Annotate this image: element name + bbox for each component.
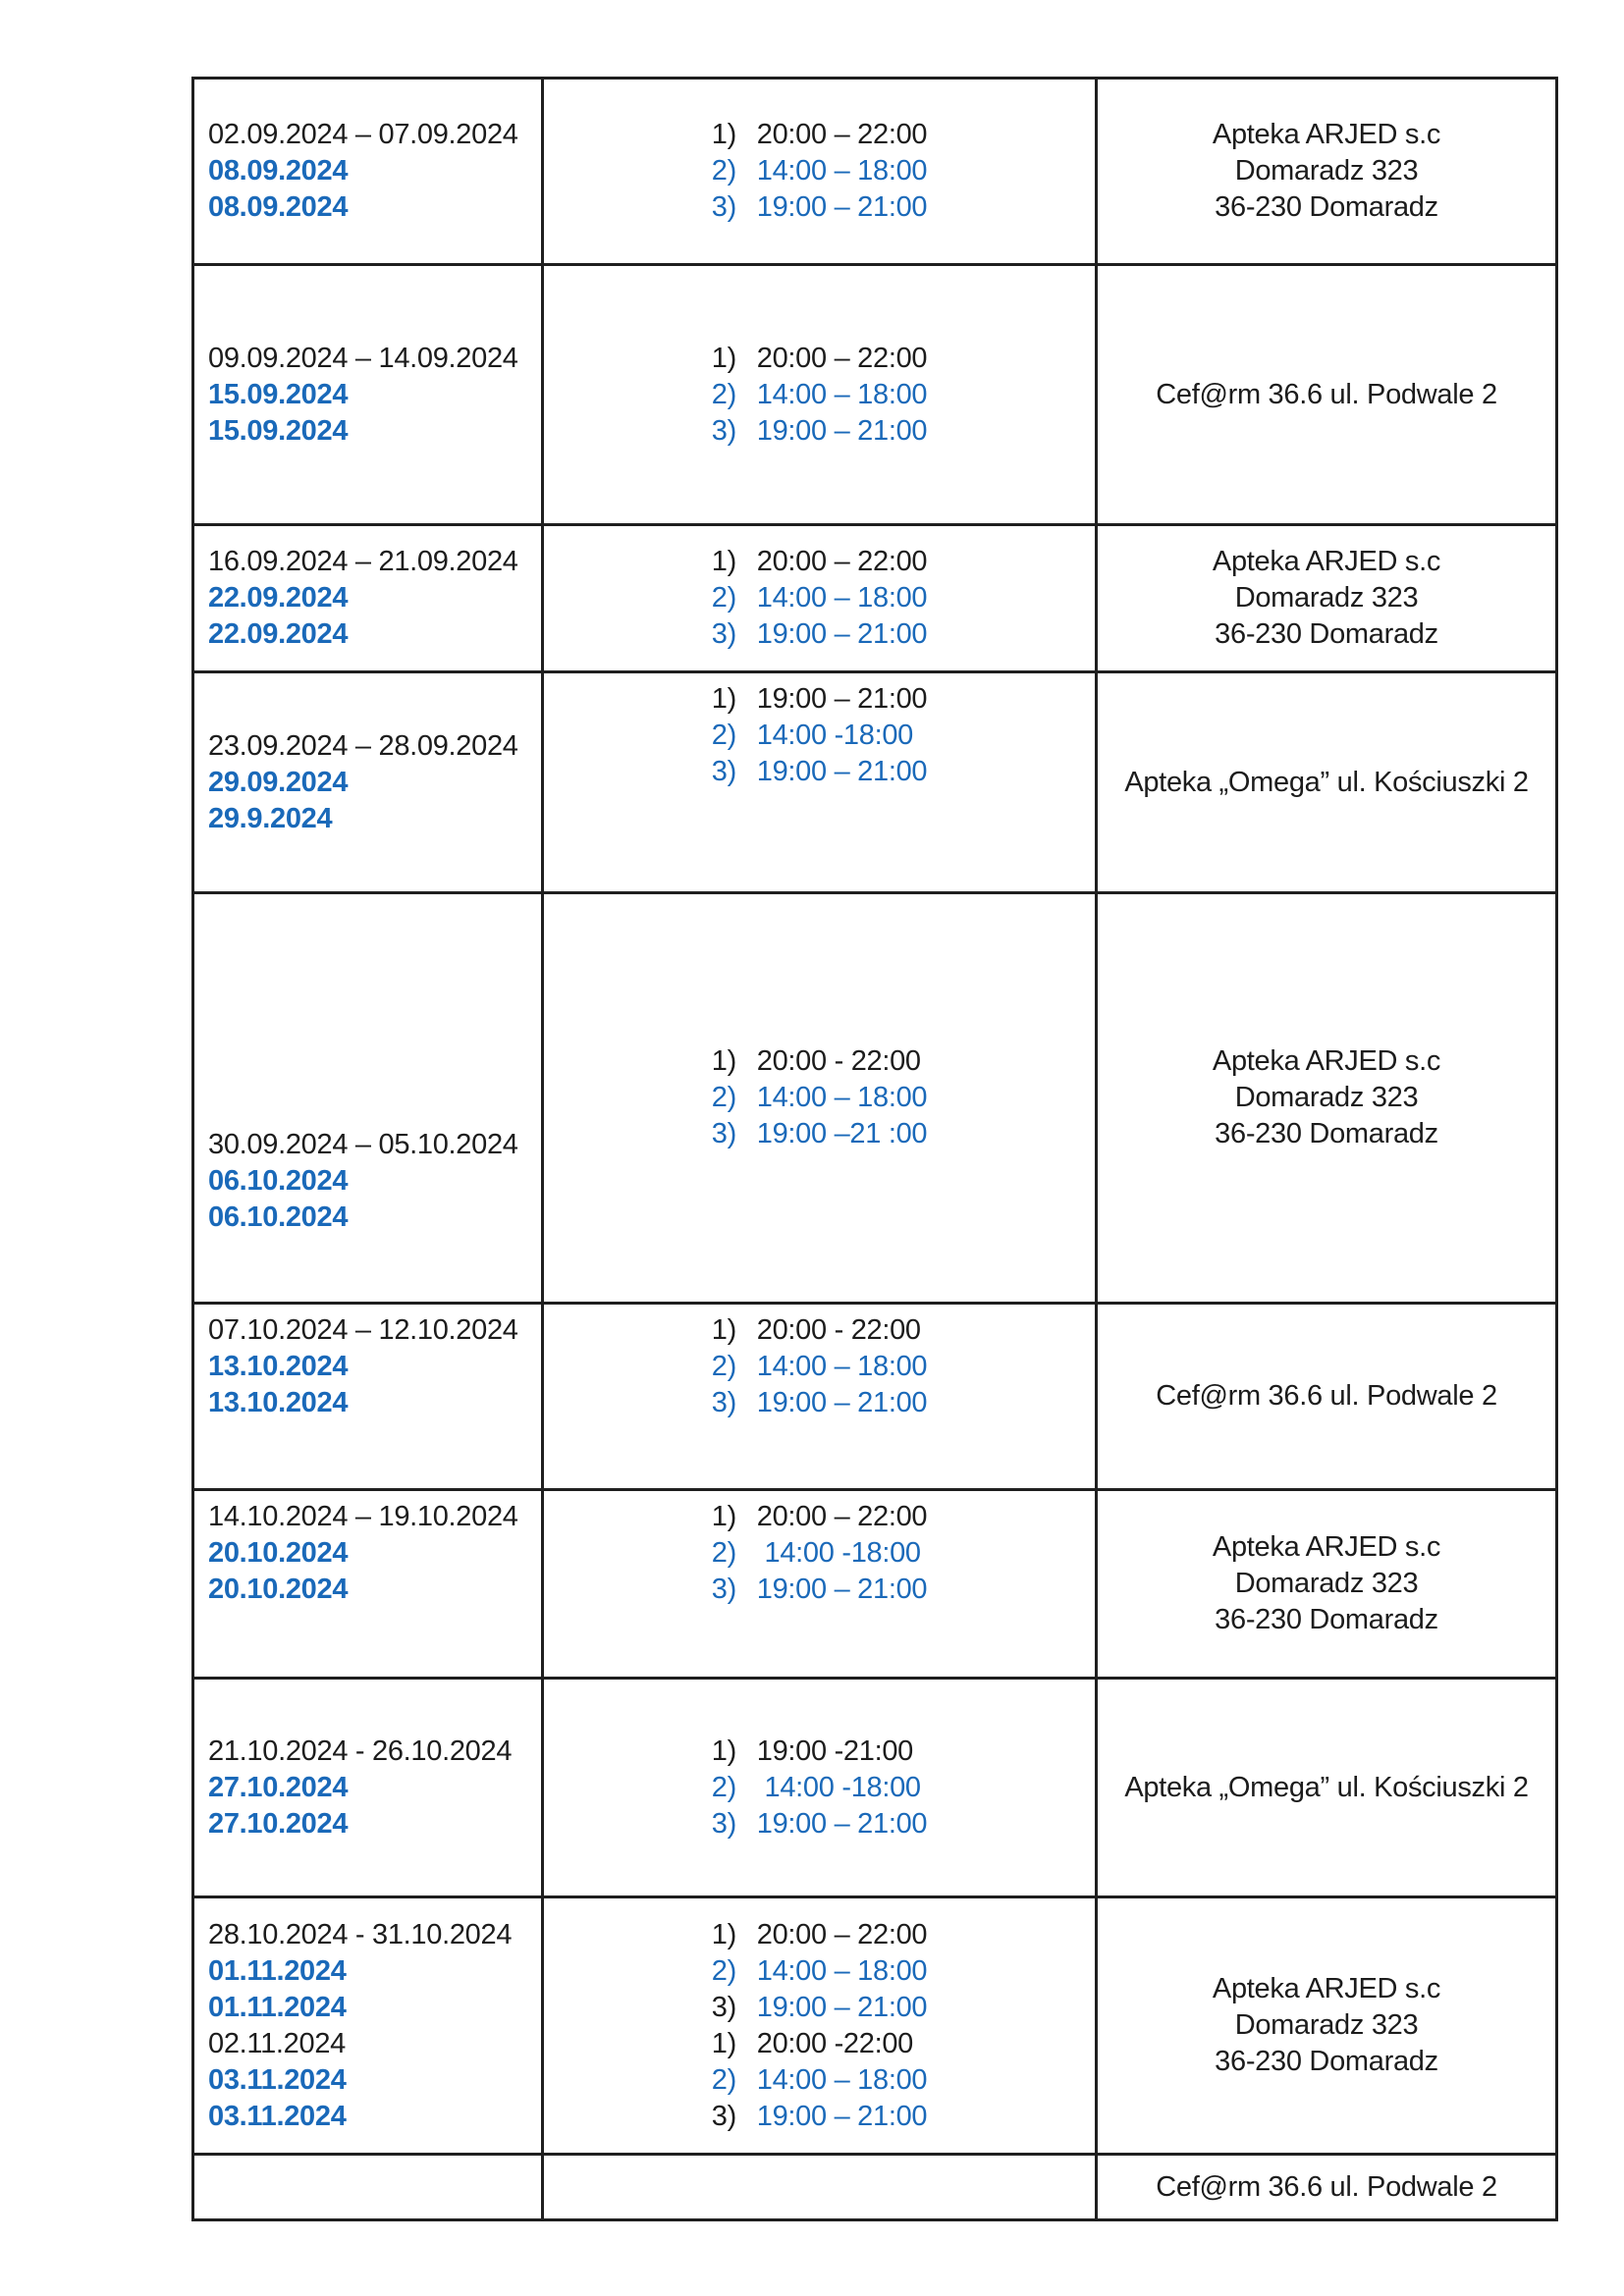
date-line: 01.11.2024 [208,1991,347,2023]
date-range-cell [194,1488,541,1677]
date-line: 27.10.2024 [208,1807,349,1840]
hours-number: 3) [711,1991,736,2023]
hours-line [712,1806,928,1842]
pharmacy-line: 36-230 Domaradz [1215,1604,1438,1635]
hours-cell [541,670,1095,891]
pharmacy-line: Apteka ARJED s.c [1212,546,1441,577]
hours-time: 20:00 -22:00 [756,2027,914,2059]
pharmacy-line: Apteka „Omega” ul. Kościuszki 2 [1124,1771,1529,1803]
pharmacy-cell [1095,891,1555,1302]
hours-line [712,1990,928,2026]
date-line: 20.10.2024 [208,1574,349,1605]
pharmacy-line: 36-230 Domaradz [1215,1118,1438,1149]
date-line: 09.09.2024 – 14.09.2024 [208,342,518,374]
date-line: 29.9.2024 [208,802,333,834]
hours-time: 19:00 – 21:00 [756,414,928,447]
date-line: 15.09.2024 [208,378,349,410]
date-range-cell [194,2153,541,2218]
hours-line [712,1917,928,1953]
hours-cell [541,523,1095,670]
duty-table [191,77,1558,2221]
hours-line [712,189,928,226]
hours-time: 19:00 – 21:00 [756,683,928,715]
pharmacy-cell [1095,670,1555,891]
date-line: 08.09.2024 [208,191,349,223]
hours-cell [541,80,1095,263]
hours-number: 2) [711,378,736,410]
hours-time: 14:00 – 18:00 [756,582,928,614]
hours-number: 1) [711,1735,736,1767]
hours-cell [541,2153,1095,2218]
hours-line [712,616,928,653]
hours-time: 19:00 – 21:00 [756,1807,928,1840]
hours-number: 1) [711,1918,736,1950]
pharmacy-cell [1095,1302,1555,1488]
hours-number: 2) [711,2063,736,2096]
hours-time: 19:00 – 21:00 [756,1387,928,1418]
date-range-cell [194,80,541,263]
hours-number: 2) [711,1771,736,1803]
hours-number: 2) [711,155,736,187]
hours-cell [541,1302,1095,1488]
hours-line [712,1572,928,1608]
date-line: 03.11.2024 [208,2100,347,2132]
hours-time: 14:00 – 18:00 [756,1954,928,1987]
hours-number: 1) [711,1314,736,1346]
pharmacy-line: Domaradz 323 [1234,582,1419,614]
date-line: 13.10.2024 [208,1387,349,1418]
hours-number: 2) [711,720,736,751]
hours-number: 3) [711,2100,736,2132]
date-line: 16.09.2024 – 21.09.2024 [208,546,518,577]
hours-number: 3) [711,1574,736,1605]
pharmacy-cell [1095,1896,1555,2153]
date-line: 08.09.2024 [208,155,349,187]
hours-time: 19:00 -21:00 [756,1735,914,1767]
hours-number: 2) [711,1537,736,1569]
hours-number: 1) [711,119,736,150]
hours-time: 20:00 – 22:00 [756,342,928,374]
hours-list [712,1917,928,2135]
hours-number: 3) [711,1118,736,1149]
hours-line [712,1043,921,1080]
date-line: 22.09.2024 [208,582,349,614]
hours-time: 14:00 -18:00 [756,1771,921,1803]
hours-line [712,2026,913,2062]
hours-line [712,681,928,718]
hours-number: 3) [711,1807,736,1840]
hours-cell [541,1896,1095,2153]
hours-line [712,1385,928,1421]
hours-list [712,681,928,790]
hours-time: 14:00 – 18:00 [756,378,928,410]
hours-line [712,341,928,377]
hours-time: 14:00 – 18:00 [756,2063,928,2096]
hours-number: 1) [711,683,736,715]
date-line: 22.09.2024 [208,618,349,650]
hours-line [712,2062,928,2099]
pharmacy-line: 36-230 Domaradz [1215,618,1438,650]
pharmacy-line: Domaradz 323 [1234,1568,1419,1599]
hours-number: 2) [711,582,736,614]
hours-line [712,754,928,790]
hours-line [712,544,928,580]
hours-time: 14:00 -18:00 [756,1537,921,1569]
pharmacy-line: Apteka ARJED s.c [1212,119,1441,150]
hours-time: 20:00 – 22:00 [756,1918,928,1950]
hours-number: 1) [711,1045,736,1077]
hours-line [712,117,928,153]
hours-cell [541,1677,1095,1896]
pharmacy-line: Apteka ARJED s.c [1212,1531,1441,1563]
hours-number: 1) [711,2027,736,2059]
hours-time: 19:00 – 21:00 [756,618,928,650]
hours-number: 2) [711,1351,736,1382]
hours-list [712,1734,928,1842]
hours-time: 19:00 – 21:00 [756,2100,928,2132]
hours-cell [541,263,1095,523]
date-line: 30.09.2024 – 05.10.2024 [208,1129,518,1160]
hours-line [712,1499,928,1535]
date-line: 14.10.2024 – 19.10.2024 [208,1501,518,1532]
hours-time: 14:00 -18:00 [756,720,914,751]
hours-time: 14:00 – 18:00 [756,1082,928,1113]
hours-line [712,1953,928,1990]
date-range-cell [194,263,541,523]
hours-list [712,117,928,226]
hours-number: 1) [711,546,736,577]
hours-number: 1) [711,342,736,374]
date-line: 07.10.2024 – 12.10.2024 [208,1314,518,1346]
hours-line [712,153,928,189]
date-range-cell [194,1896,541,2153]
hours-number: 3) [711,618,736,650]
hours-time: 19:00 – 21:00 [756,1574,928,1605]
date-line: 06.10.2024 [208,1165,349,1197]
pharmacy-cell [1095,263,1555,523]
hours-line [712,718,913,754]
pharmacy-line: Domaradz 323 [1234,1082,1419,1113]
date-line: 23.09.2024 – 28.09.2024 [208,729,518,762]
pharmacy-line: Apteka „Omega” ul. Kościuszki 2 [1124,766,1529,798]
date-line: 29.09.2024 [208,766,349,798]
date-range-cell [194,1302,541,1488]
hours-line [712,2099,928,2135]
pharmacy-cell [1095,523,1555,670]
pharmacy-cell [1095,80,1555,263]
hours-list [712,341,928,450]
hours-list [712,1499,928,1608]
date-line: 15.09.2024 [208,414,349,447]
hours-time: 19:00 –21 :00 [756,1118,928,1149]
hours-number: 3) [711,414,736,447]
date-line: 01.11.2024 [208,1954,347,1987]
hours-list [712,544,928,653]
hours-line [712,1349,928,1385]
hours-line [712,580,928,616]
hours-number: 3) [711,756,736,787]
hours-line [712,1770,921,1806]
hours-list [712,1043,928,1152]
hours-line [712,413,928,450]
pharmacy-line: 36-230 Domaradz [1215,191,1438,223]
hours-number: 2) [711,1954,736,1987]
hours-number: 3) [711,1387,736,1418]
hours-line [712,1312,921,1349]
hours-cell [541,891,1095,1302]
pharmacy-line: Apteka ARJED s.c [1212,1973,1441,2004]
hours-number: 1) [711,1501,736,1532]
date-line: 27.10.2024 [208,1771,349,1803]
date-line: 28.10.2024 - 31.10.2024 [208,1918,513,1950]
hours-time: 20:00 – 22:00 [756,546,928,577]
hours-time: 14:00 – 18:00 [756,155,928,187]
pharmacy-line: Apteka ARJED s.c [1212,1045,1441,1077]
hours-line [712,377,928,413]
date-range-cell [194,670,541,891]
hours-number: 3) [711,191,736,223]
pharmacy-line: Cef@rm 36.6 ul. Podwale 2 [1156,2170,1497,2203]
date-range-cell [194,1677,541,1896]
pharmacy-cell [1095,2153,1555,2218]
pharmacy-line: Domaradz 323 [1234,155,1419,187]
hours-line [712,1080,928,1116]
hours-number: 2) [711,1082,736,1113]
pharmacy-line: Domaradz 323 [1234,2009,1419,2041]
date-line: 02.09.2024 – 07.09.2024 [208,119,518,150]
hours-list [712,1312,928,1421]
hours-cell [541,1488,1095,1677]
date-range-cell [194,891,541,1302]
date-line: 06.10.2024 [208,1201,349,1233]
pharmacy-line: Cef@rm 36.6 ul. Podwale 2 [1156,1380,1497,1412]
hours-time: 20:00 - 22:00 [756,1314,921,1346]
hours-time: 19:00 – 21:00 [756,191,928,223]
hours-time: 14:00 – 18:00 [756,1351,928,1382]
date-line: 02.11.2024 [208,2027,346,2059]
date-range-cell [194,523,541,670]
date-line: 13.10.2024 [208,1351,349,1382]
hours-time: 20:00 – 22:00 [756,1501,928,1532]
hours-time: 20:00 - 22:00 [756,1045,921,1077]
pharmacy-line: Cef@rm 36.6 ul. Podwale 2 [1156,378,1497,410]
pharmacy-line: 36-230 Domaradz [1215,2046,1438,2077]
hours-line [712,1535,921,1572]
hours-time: 19:00 – 21:00 [756,1991,928,2023]
date-line: 20.10.2024 [208,1537,349,1569]
hours-line [712,1734,913,1770]
pharmacy-cell [1095,1488,1555,1677]
hours-line [712,1116,928,1152]
date-line: 21.10.2024 - 26.10.2024 [208,1735,513,1767]
hours-time: 20:00 – 22:00 [756,119,928,150]
pharmacy-cell [1095,1677,1555,1896]
hours-time: 19:00 – 21:00 [756,756,928,787]
date-line: 03.11.2024 [208,2063,347,2096]
